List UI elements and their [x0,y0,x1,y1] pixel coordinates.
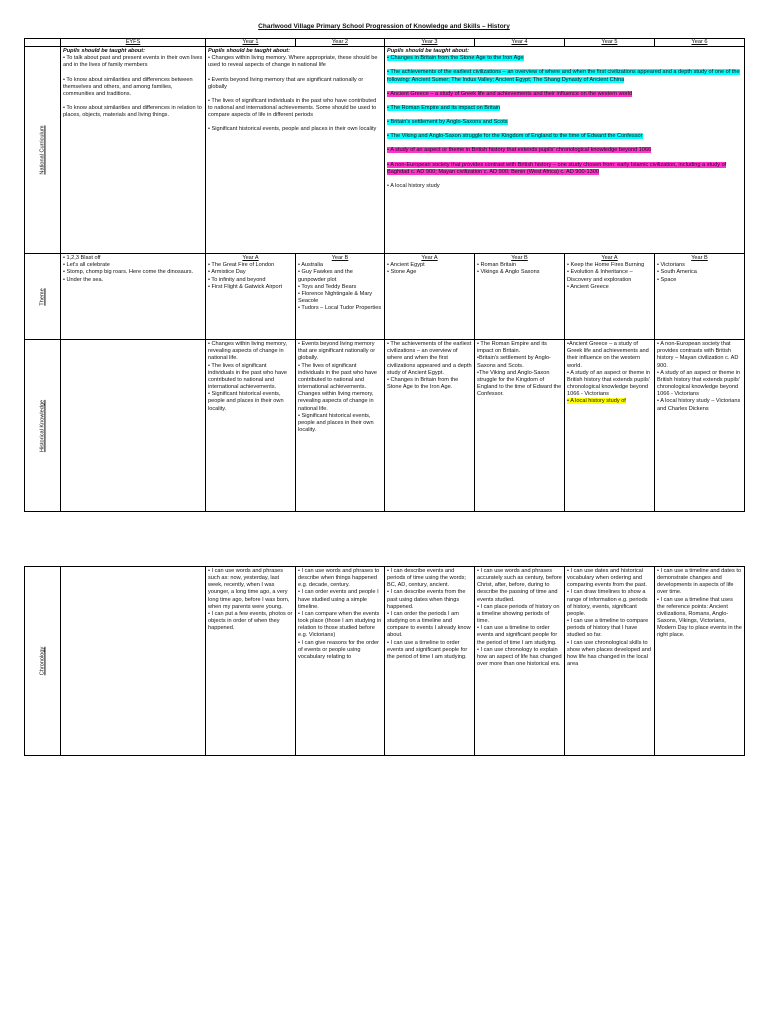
theme-ks1-a: Year A • The Great Fire of London • Armistice Day • To infinity and beyond • First Flight & Gatwick Airport [206,254,296,340]
historical-y6: • A non-European society that provides contrasts with British history – Mayan civilization c. AD 900. • A study of an aspect or theme in British history that extends pupils' chronological knowledge beyond 1066 - Victorians • A local history study – Victorians and Charles Dickens [655,340,745,512]
curriculum-row [25,47,745,254]
chronology-row [25,567,745,756]
theme-lks2-a: Year A • Ancient Egypt • Stone Age [385,254,475,340]
chronology-eyfs [61,567,206,756]
historical-eyfs [61,340,206,512]
theme-row [25,254,745,340]
chronology-y6: • I can use a timeline and dates to demonstrate changes and developments in aspects of life over time. • I can use a timeline that uses the reference points: Ancient civilizations, Romans, Anglo-Saxons, Vikings, Victorians, Modern Day to place events in the right place. [655,567,745,756]
historical-y5: •Ancient Greece – a study of Greek life and achievements and their influence on the western world. • A study of an aspect or theme in British history that extends pupils' chronological knowledge beyond 1066 - Victorians • A local history study of [565,340,655,512]
document-title: Charlwood Village Primary School Progression of Knowledge and Skills – History [258,23,510,30]
theme-uks2-b: Year B • Victorians • South America • Space [655,254,745,340]
row-label-historical: Historical Knowledge [25,340,61,512]
theme-eyfs: • 1,2,3 Blast off • Let's all celebrate • Stomp, chomp big roars. Here come the dinosaurs. • Under the sea. [61,254,206,340]
progression-table [24,38,745,512]
chronology-y4: • I can use words and phrases accurately such as century, before Christ, after, before, during to describe the passing of time and events studied. • I can place periods of history on a timeline showing periods of time. • I can use a timeline to order events and significant people for the period of time I am studying. • I can use chronology to explain how an aspect of life has changed over more than one historical era. [475,567,565,756]
theme-ks1-b: Year B • Australia • Guy Fawkes and the gunpowder plot • Toys and Teddy Bears • Florence Nightingale & Mary Seacole • Tudors – Local Tudor Properties [296,254,385,340]
header-year5: Year 5 [565,39,655,47]
row-label-chronology: Chronology [25,567,61,756]
theme-lks2-b: Year B • Roman Britain • Vikings & Anglo Saxons [475,254,565,340]
chronology-y2: • I can use words and phrases to describe when things happened e.g. decade, century. • I can order events and people I have studied using a simple timeline. • I can compare when the events took place (those I am studying in relation to those studied before e.g. Victorians) • I can give reasons for the order of events or people using vocabulary relating to [296,567,385,756]
header-year6: Year 6 [655,39,745,47]
header-year2: Year 2 [296,39,385,47]
header-year4: Year 4 [475,39,565,47]
row-label-theme: Theme [25,254,61,340]
header-year3: Year 3 [385,39,475,47]
historical-y2: • Events beyond living memory that are significant nationally or globally. • The lives of significant individuals in the past who have contributed to national and international achievements. Changes within living memory, revealing aspects of change in national life. • Significant historical events, people and places in their own locality. [296,340,385,512]
header-eyfs: EYFS [61,39,206,47]
historical-y4: • The Roman Empire and its impact on Britain. •Britain's settlement by Anglo-Saxons and Scots. •The Viking and Anglo-Saxon struggle for the Kingdom of England to the time of Edward the Confessor. [475,340,565,512]
curriculum-eyfs: Pupils should be taught about: • To talk about past and present events in their own lives and in the lives of family members • To know about similarities and differences between themselves and others, and among families, communities and traditions. • To know about similarities and differences in relation to places, objects, materials and living things. [61,47,206,254]
historical-y3: • The achievements of the earliest civilizations – an overview of where and when the first civilizations appeared and a depth study of Ancient Egypt. • Changes in Britain from the Stone Age to the Iron Age. [385,340,475,512]
theme-uks2-a: Year A • Keep the Home Fires Burning • Evolution & Inheritance – Discovery and exploration • Ancient Greece [565,254,655,340]
historical-y1: • Changes within living memory, revealing aspects of change in national life. • The lives of significant individuals in the past who have contributed to national and international achievements. • Significant historical events, people and places in their own locality. [206,340,296,512]
chronology-table [24,566,745,756]
corner-cell [25,39,61,47]
chronology-y3: • I can describe events and periods of time using the words; BC, AD, century, ancient. • I can describe events from the past using dates when things happened. • I can order the periods I am studying on a timeline and compare to events I already know about. • I can use a timeline to order events and significant people for the period of time I am studying. [385,567,475,756]
header-year1: Year 1 [206,39,296,47]
chronology-y1: • I can use words and phrases such as: now, yesterday, last week, recently, when I was younger, a long time ago, a very long time ago, before I was born, when my parents were young. • I can put a few events, photos or objects in order of when they happened. [206,567,296,756]
curriculum-ks1: Pupils should be taught about: • Changes within living memory. Where appropriate, these should be used to reveal aspects of change in national life • Events beyond living memory that are significant nationally or globally • The lives of significant individuals in the past who have contributed to national and international achievements. Some should be used to compare aspects of life in different periods • Significant historical events, people and places in their own locality [206,47,385,254]
historical-row [25,340,745,512]
header-row [25,39,745,47]
chronology-y5: • I can use dates and historical vocabulary when ordering and comparing events from the past. • I can draw timelines to show a range of information e.g. periods of history, events, significant people. • I can use a timeline to compare periods of history that I have studied so far. • I can use chronological skills to show when places developed and how life has changed in the local area [565,567,655,756]
curriculum-ks2: Pupils should be taught about: • Changes in Britain from the Stone Age to the Iron Age • The achievements of the earliest civilizations – an overview of where and when the first civilizations appeared and a depth study of one of the following: Ancient Sumer; The Indus Valley; Ancient Egypt; The Shang Dynasty of Ancient China • Ancient Greece – a study of Greek life and achievements and their influence on the western world • The Roman Empire and its impact on Britain • Britain's settlement by Anglo-Saxons and Scots • The Viking and Anglo-Saxon struggle for the Kingdom of England to the time of Edward the Confessor • A study of an aspect or theme in British history that extends pupils' chronological knowledge beyond 1066 • A non-European society that provides contrast with British history – one study chosen from: early Islamic civilization, including a study of Baghdad c. AD 900; Mayan civilization c. AD 900; Benin (West Africa) c. AD 900-1300 • A local history study [385,47,745,254]
row-label-curriculum: National Curriculum [25,47,61,254]
